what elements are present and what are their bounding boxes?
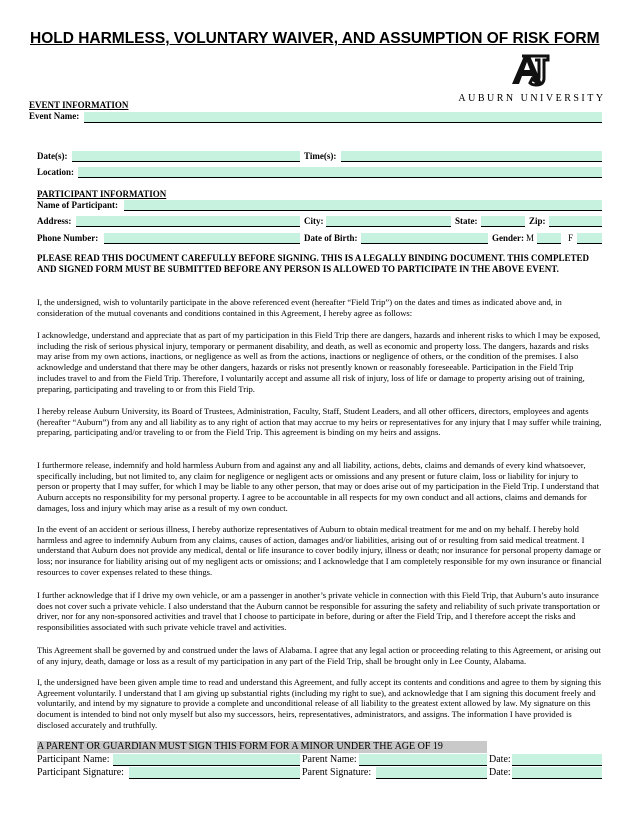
zip-field[interactable] [549,216,602,227]
date-2-label: Date: [489,767,511,778]
address-field[interactable] [76,216,300,227]
legal-warning-line-1: PLEASE READ THIS DOCUMENT CAREFULLY BEFORE SIGNING. THIS IS A LEGALLY BINDING DOCUMENT. THIS COMPLETED [37,253,589,263]
paragraph-indemnify: I furthermore release, indemnify and hold harmless Auburn from and against any and all liability, actions, debts, claims and demands of every kind whatsoever, specifically including, but not limited to, any claim for negligence or negligent acts or omissions and any present or future claim, loss or liability for injury to person or property that I may suffer, for which I may be liable to any other person, that may or does arise out of my participation in the Field Trip. I understand that Auburn accepts no responsibility for my personal property. I agree to be accountable in all respects for my own conduct and all actions, claims and demands for damages, loss and injury which may arise as a result of my own conduct. [37,460,600,513]
form-title: HOLD HARMLESS, VOLUNTARY WAIVER, AND ASSUMPTION OF RISK FORM [30,30,600,47]
legal-warning [37,253,607,275]
paragraph-acknowledgement: I, the undersigned have been given ample time to read and understand this Agreement, and fully accept its contents and conditions and agree to them by signing this Agreement voluntarily. I understand that I am giving up substantial rights (including my right to sue), and acknowledge that I am signing this document freely and voluntarily, and intend by my signature to provide a complete and unconditional release of all liability to the greatest extent allowed by law. My signature on this document is intended to bind not only myself but also my successors, heirs, representatives, administrators, and assigns. The information I have provided is disclosed accurately and truthfully. [37,677,601,730]
event-name-label: Event Name: [29,111,80,121]
event-info-heading: EVENT INFORMATION [29,100,129,110]
parent-name-field[interactable] [359,754,487,766]
location-field[interactable] [78,167,602,178]
participant-name-sig-label: Participant Name: [37,754,110,765]
city-label: City: [304,216,324,226]
paragraph-risks: I acknowledge, understand and appreciate that as part of my participation in this Field Trip there are dangers, hazards and inherent risks to which I may be exposed, including the risk of serious physical injury, temporary or permanent disability, and death, as well as economic and property loss. The dangers, hazards and risks may arise from my own actions, inactions, or negligence as well as from the actions, inactions or negligence of others, or the condition of the premises. I also acknowledge and understand that there may be other dangers, hazards or risks not presently known or reasonably foreseeable. Participation in the Field Trip includes travel to and from the Field Trip. Therefore, I voluntarily accept and assume all risk of injury, loss of life or damage to property arising out of training, preparing, participating and traveling to or from this Field Trip. [37,330,601,394]
state-label: State: [455,216,478,226]
participant-name-sig-field[interactable] [113,754,300,766]
participant-info-heading: PARTICIPANT INFORMATION [37,189,167,199]
times-field[interactable] [341,151,602,162]
gender-m-label: M [526,233,535,243]
date-1-label: Date: [489,754,511,765]
city-field[interactable] [326,216,451,227]
gender-label: Gender: [492,233,524,243]
participant-name-label: Name of Participant: [37,200,118,210]
paragraph-governing-law: This Agreement shall be governed by and construed under the laws of Alabama. I agree that any legal action or proceeding relating to this Agreement, or arising out of any injury, death, damage or loss as a result of my participation in any part of the Field Trip, shall be brought only in Lee County, Alabama. [37,645,601,666]
paragraph-release: I hereby release Auburn University, its Board of Trustees, Administration, Faculty, Staff, Student Leaders, and all other officers, directors, employees and agents (hereafter “Auburn”) from any and all liability as to any right of action that may accrue to my heirs or representatives for any injury that I may suffer while training, preparing, participating and/or traveling to or from the Field Trip. This agreement is binding on my heirs and assigns. [37,406,602,438]
paragraph-vehicle: I further acknowledge that if I drive my own vehicle, or am a passenger in another’s private vehicle in connection with this Field Trip, that Auburn’s auto insurance does not cover such a private vehicle. I also understand that the Auburn cannot be responsible for assuring the safety and reliability of such private transportation or driver, nor for any non-sponsored activities and travel that I choose to participate in before, during or after the Field Trip, and I therefore accept the risks and responsibilities associated with such private vehicle travel and activities. [37,590,600,633]
event-name-field[interactable] [84,112,602,123]
auburn-logo-icon [508,52,552,88]
legal-warning-line-2: AND SIGNED FORM MUST BE SUBMITTED BEFORE ANY PERSON IS ALLOWED TO PARTICIPATE IN THE ABOVE EVENT. [37,264,559,274]
dob-field[interactable] [361,233,488,244]
participant-name-field[interactable] [124,200,602,211]
gender-m-field[interactable] [537,233,561,244]
date-1-field[interactable] [512,754,602,766]
zip-label: Zip: [529,216,546,226]
phone-field[interactable] [104,233,300,244]
location-label: Location: [37,167,74,177]
gender-f-label: F [568,233,574,243]
parent-signature-label: Parent Signature: [302,767,372,778]
address-label: Address: [37,216,72,226]
dates-label: Date(s): [37,151,68,161]
gender-f-field[interactable] [577,233,602,244]
minor-notice: A PARENT OR GUARDIAN MUST SIGN THIS FORM FOR A MINOR UNDER THE AGE OF 19 [37,741,487,753]
state-field[interactable] [481,216,525,227]
participant-signature-label: Participant Signature: [37,767,124,778]
parent-signature-field[interactable] [376,767,487,779]
date-2-field[interactable] [512,767,602,779]
paragraph-intro: I, the undersigned, wish to voluntarily participate in the above referenced event (hereafter “Field Trip”) on the dates and times as indicated above and, in consideration of the mutual covenants and conditions contained in this Agreement, I hereby agree as follows: [37,297,562,318]
dates-field[interactable] [72,151,300,162]
dob-label: Date of Birth: [304,233,358,243]
times-label: Time(s): [304,151,337,161]
logo-wordmark: AUBURN UNIVERSITY [458,93,606,104]
parent-name-label: Parent Name: [302,754,357,765]
phone-label: Phone Number: [37,233,99,243]
participant-signature-field[interactable] [129,767,300,779]
paragraph-medical: In the event of an accident or serious illness, I hereby authorize representatives of Auburn to obtain medical treatment for me and on my behalf. I hereby hold harmless and agree to indemnify Auburn from any claims, causes of action, damages and/or liabilities, arising out of or resulting from said medical treatment. I understand that Auburn does not provide any medical, dental or life insurance to cover bodily injury, illness or death; nor insurance for personal property damage or loss; nor insurance for liability arising out of my negligent acts or omissions; and I acknowledge that I am completely responsible for my own insurance or financial resources to cover expenses related to these things. [37,524,602,577]
